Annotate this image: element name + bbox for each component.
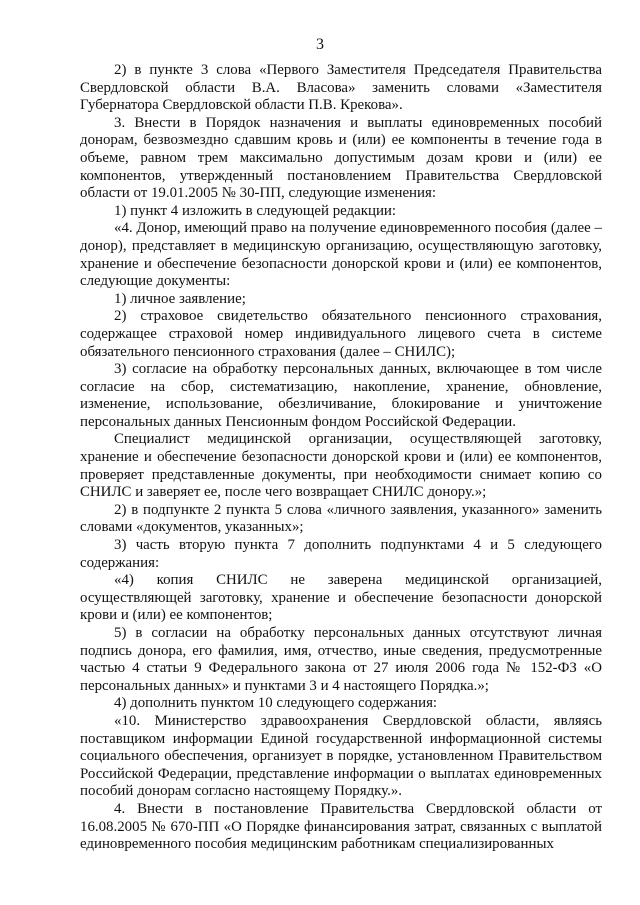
paragraph-5: 1) личное заявление;: [114, 290, 246, 307]
paragraph-14: «10. Министерство здравоохранения Свердловской области, являясь поставщиком информации Единой государственной информационной системы социального обеспечения, организует в порядке, установленном Правительством Российской Федерации, представление информации о выплатах единовременных пособий донорам согласно настоящему Порядку.».: [80, 712, 602, 800]
paragraph-15: 4. Внести в постановление Правительства Свердловской области от 16.08.2005 № 670-ПП «О Порядке финансирования затрат, связанных с выплатой единовременного пособия медицинским работникам специализированных: [80, 800, 602, 853]
document-body: [80, 62, 602, 854]
paragraph-6: 2) страховое свидетельство обязательного пенсионного страхования, содержащее страховой номер индивидуального лицевого счета в системе обязательного пенсионного страхования (далее – СНИЛС);: [80, 308, 602, 360]
paragraph-10: 3) часть вторую пункта 7 дополнить подпунктами 4 и 5 следующего содержания:: [80, 537, 602, 571]
paragraph-3: 1) пункт 4 изложить в следующей редакции:: [114, 202, 397, 219]
paragraph-1: 2) в пункте 3 слова «Первого Заместителя Председателя Правительства Свердловской области В.А. Власова» заменить словами «Заместителя Губернатора Свердловской области П.В. Крекова».: [80, 62, 602, 114]
paragraph-4: «4. Донор, имеющий право на получение единовременного пособия (далее – донор), представляет в медицинскую организацию, осуществляющую заготовку, хранение и обеспечение безопасности донорской крови и (или) ее компонентов, следующие документы:: [80, 220, 602, 290]
paragraph-12: 5) в согласии на обработку персональных данных отсутствуют личная подпись донора, его фамилия, имя, отчество, иные сведения, предусмотренные частью 4 статьи 9 Федерального закона от 27 июля 2006 года № 152-ФЗ «О персональных данных» и пунктами 3 и 4 настоящего Порядка.»;: [80, 625, 602, 694]
paragraph-7: 3) согласие на обработку персональных данных, включающее в том числе согласие на сбор, систематизацию, накопление, хранение, обновление, изменение, использование, обезличивание, блокирование и уничтожение персональных данных Пенсионным фондом Российской Федерации.: [80, 361, 602, 430]
paragraph-13: 4) дополнить пунктом 10 следующего содержания:: [114, 695, 438, 712]
paragraph-9: 2) в подпункте 2 пункта 5 слова «личного заявления, указанного» заменить словами «документов, указанных»;: [80, 501, 602, 536]
paragraph-2: 3. Внести в Порядок назначения и выплаты единовременных пособий донорам, безвозмездно сдавшим кровь и (или) ее компоненты в течение года в объеме, равном трем максимально допустимым дозам крови и (или) ее компонентов, утвержденный постановлением Правительства Свердловской области от 19.01.2005 № 30-ПП, следующие изменения:: [80, 114, 602, 202]
paragraph-8: Специалист медицинской организации, осуществляющей заготовку, хранение и обеспечение безопасности донорской крови и (или) ее компонентов, проверяет представленные документы, при необходимости снимает копию со СНИЛС и заверяет ее, после чего возвращает СНИЛС донору.»;: [80, 431, 602, 501]
page-number: 3: [316, 36, 324, 53]
paragraph-11: «4) копия СНИЛС не заверена медицинской организацией, осуществляющей заготовку, хранение и обеспечение безопасности донорской крови и (или) ее компонентов;: [80, 572, 602, 624]
